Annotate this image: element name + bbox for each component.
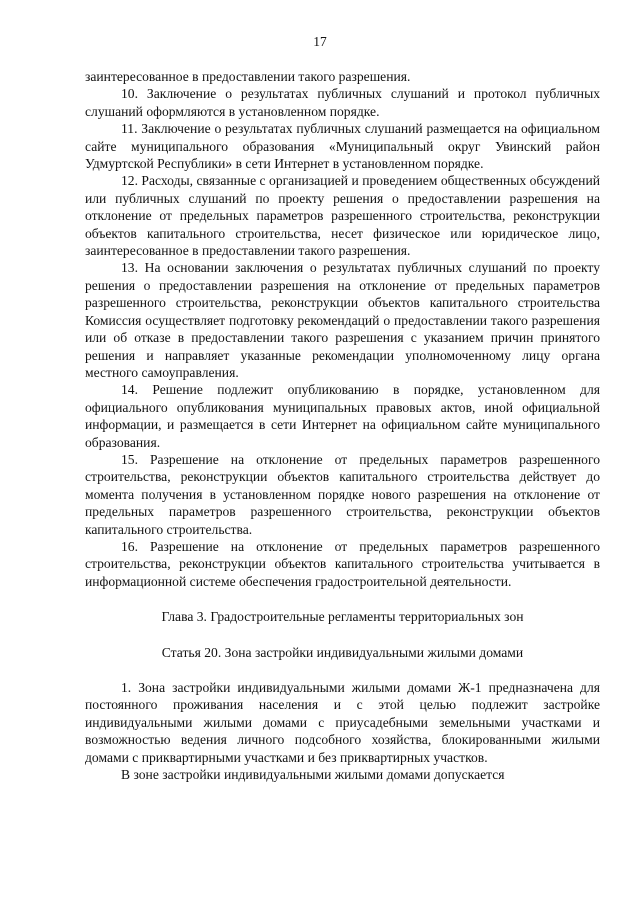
page-number: 17 (313, 34, 327, 49)
chapter-heading: Глава 3. Градостроительные регламенты территориальных зон (161, 609, 524, 625)
paragraph-10: 10. Заключение о результатах публичных слушаний и протокол публичных слушаний оформляются в установленном порядке. (85, 86, 600, 119)
paragraph-13: 13. На основании заключения о результатах публичных слушаний по проекту решения о предоставлении разрешения на отклонение от предельных параметров разрешенного строительства, реконструкции объектов капитального строительства Комиссия осуществляет подготовку рекомендаций о предоставлении такого разрешения или об отказе в предоставлении такого разрешения с указанием причин принятого решения и направляет указанные рекомендации уполномоченному лицу органа местного самоуправления. (85, 260, 600, 380)
paragraph-12: 12. Расходы, связанные с организацией и проведением общественных обсуждений или публичных слушаний по проекту решения о предоставлении разрешения на отклонение от предельных параметров разрешенного строительства, реконструкции объектов капитального строительства, несет физическое или юридическое лицо, заинтересованное в предоставлении такого разрешения. (85, 173, 600, 259)
document-body (85, 68, 600, 783)
paragraph-15: 15. Разрешение на отклонение от предельных параметров разрешенного строительства, реконструкции объектов капитального строительства действует до момента получения в установленном порядке нового разрешения на отклонение от предельных параметров разрешенного строительства, реконструкции объектов капитального строительства. (85, 451, 600, 537)
paragraph-14: 14. Решение подлежит опубликованию в порядке, установленном для официального опубликования муниципальных правовых актов, иной официальной информации, и размещается в сети Интернет на официальном сайте муниципального образования. (85, 382, 600, 450)
article-heading: Статья 20. Зона застройки индивидуальными жилыми домами (161, 644, 524, 660)
article-paragraph-1: 1. Зона застройки индивидуальными жилыми домами Ж-1 предназначена для постоянного проживания населения и с этой целью подлежит застройке индивидуальными жилыми домами с приусадебными земельными участками и возможностью ведения личного подсобного хозяйства, блокированными жилыми домами с приквартирными участками и без приквартирных участков. (85, 680, 600, 765)
paragraph-11: 11. Заключение о результатах публичных слушаний размещается на официальном сайте муниципального образования «Муниципальный округ Увинский район Удмуртской Республики» в сети Интернет в установленном порядке. (85, 121, 600, 172)
paragraph-continuation: заинтересованное в предоставлении такого разрешения. (85, 69, 411, 84)
paragraph-16: 16. Разрешение на отклонение от предельных параметров разрешенного строительства, реконструкции объектов капитального строительства учитывается в информационной системе обеспечения градостроительной деятельности. (85, 538, 600, 589)
article-paragraph-2: В зоне застройки индивидуальными жилыми домами допускается (121, 767, 505, 783)
